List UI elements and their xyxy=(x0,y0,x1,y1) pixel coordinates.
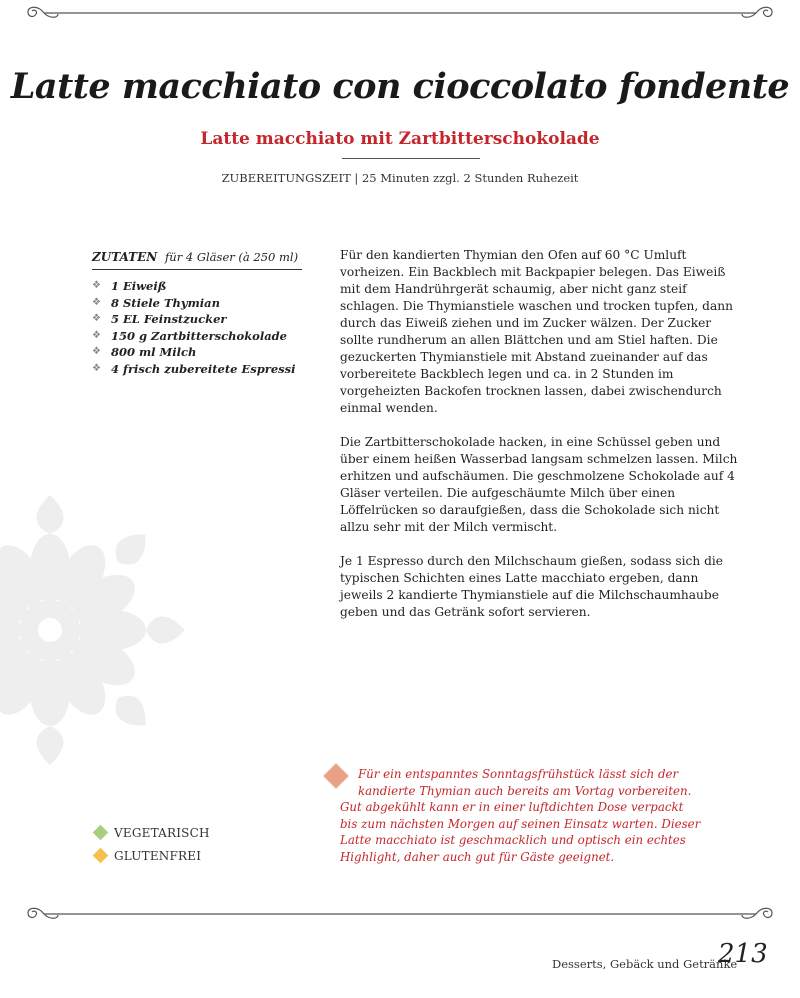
bullet-icon: ❖ xyxy=(92,280,101,291)
instruction-paragraph: Für den kandierten Thymian den Ofen auf 60 °C Umluft vorheizen. Ein Backblech mit Backpapier belegen. Das Eiweiß mit dem Handrührgerät schaumig, aber nicht ganz steif schlagen. Die Thymianstiele waschen und trocken tupfen, dann durch das Eiweiß ziehen und im Zucker wälzen. Der Zucker sollte rundherum an allen Blättchen und am Stiel haften. Die gezuckerten Thymianstiele mit Abstand zueinander auf das vorbereitete Backblech legen und ca. in 2 Stunden im vorgeheizten Backofen trocknen lassen, dabei zwischendurch einmal wenden. xyxy=(340,248,733,415)
ingredient-item: ❖ 4 frisch zubereitete Espressi xyxy=(92,361,296,376)
tip-text xyxy=(340,766,740,865)
ingredient-item: ❖ 800 ml Milch xyxy=(92,345,197,359)
ingredient-item: ❖ 5 EL Feinstzucker xyxy=(92,312,227,326)
ingredients-header xyxy=(92,250,302,270)
bullet-icon: ❖ xyxy=(92,329,101,341)
ingredient-list xyxy=(92,278,302,377)
recipe-title: Latte macchiato con cioccolato fondente xyxy=(10,66,790,107)
tip-line: Highlight, daher auch gut für Gäste geeignet. xyxy=(340,849,615,864)
instruction-paragraph: Die Zartbitterschokolade hacken, in eine Schüssel geben und über einem heißen Wasserbad langsam schmelzen lassen. Milch erhitzen und aufschäumen. Die geschmolzene Schokolade auf 4 Gläser verteilen. Die aufgeschäumte Milch über einen Löffelrücken so daraufgießen, dass die Schokolade sich nicht allzu sehr mit der Milch vermischt. xyxy=(340,435,738,534)
vegetarian-diamond-icon xyxy=(93,825,109,841)
ingredients-panel xyxy=(92,250,302,377)
top-ornament xyxy=(14,2,786,24)
bullet-icon: ❖ xyxy=(92,313,101,324)
tip-line: kandierte Thymian auch bereits am Vortag vorbereiten. xyxy=(358,783,692,798)
bottom-ornament xyxy=(14,903,786,925)
instructions xyxy=(340,247,738,638)
badge-vegetarian: VEGETARISCH xyxy=(95,826,210,840)
bullet-icon: ❖ xyxy=(92,362,101,374)
prep-time: ZUBEREITUNGSZEIT | 25 Minuten zzgl. 2 Stunden Ruhezeit xyxy=(221,171,579,185)
gluten-free-diamond-icon xyxy=(93,848,109,864)
bullet-icon: ❖ xyxy=(92,346,101,357)
tip-line: Gut abgekühlt kann er in einer luftdichten Dose verpackt xyxy=(340,800,684,814)
ingredient-item: ❖ 1 Eiweiß xyxy=(92,279,167,293)
instruction-paragraph: Je 1 Espresso durch den Milchschaum gießen, sodass sich die typischen Schichten eines Latte macchiato ergeben, dann jeweils 2 kandierte Thymianstiele auf die Milchschaumhaube geben und das Getränk sofort servieren. xyxy=(340,554,724,619)
bullet-icon: ❖ xyxy=(92,296,101,308)
ingredient-item: ❖ 150 g Zartbitterschokolade xyxy=(92,328,288,343)
title-divider xyxy=(342,158,480,159)
ingredient-item: ❖ 8 Stiele Thymian xyxy=(92,295,220,310)
tip-line: bis zum nächsten Morgen auf seinen Einsatz warten. Dieser xyxy=(340,816,701,831)
badge-gluten-free: GLUTENFREI xyxy=(95,849,201,863)
tip-line: Für ein entspanntes Sonntagsfrühstück lässt sich der xyxy=(358,767,679,781)
ingredients-label: ZUTATEN xyxy=(92,250,158,264)
flower-ornament-icon xyxy=(0,490,190,770)
footer-section-title: Desserts, Gebäck und Getränke xyxy=(552,957,738,971)
recipe-subtitle: Latte macchiato mit Zartbitterschokolade xyxy=(200,129,600,149)
ingredients-servings: für 4 Gläser (à 250 ml) xyxy=(165,250,299,264)
tip-line: Latte macchiato ist geschmacklich und optisch ein echtes xyxy=(340,833,686,847)
page-number: 213 xyxy=(718,939,768,969)
